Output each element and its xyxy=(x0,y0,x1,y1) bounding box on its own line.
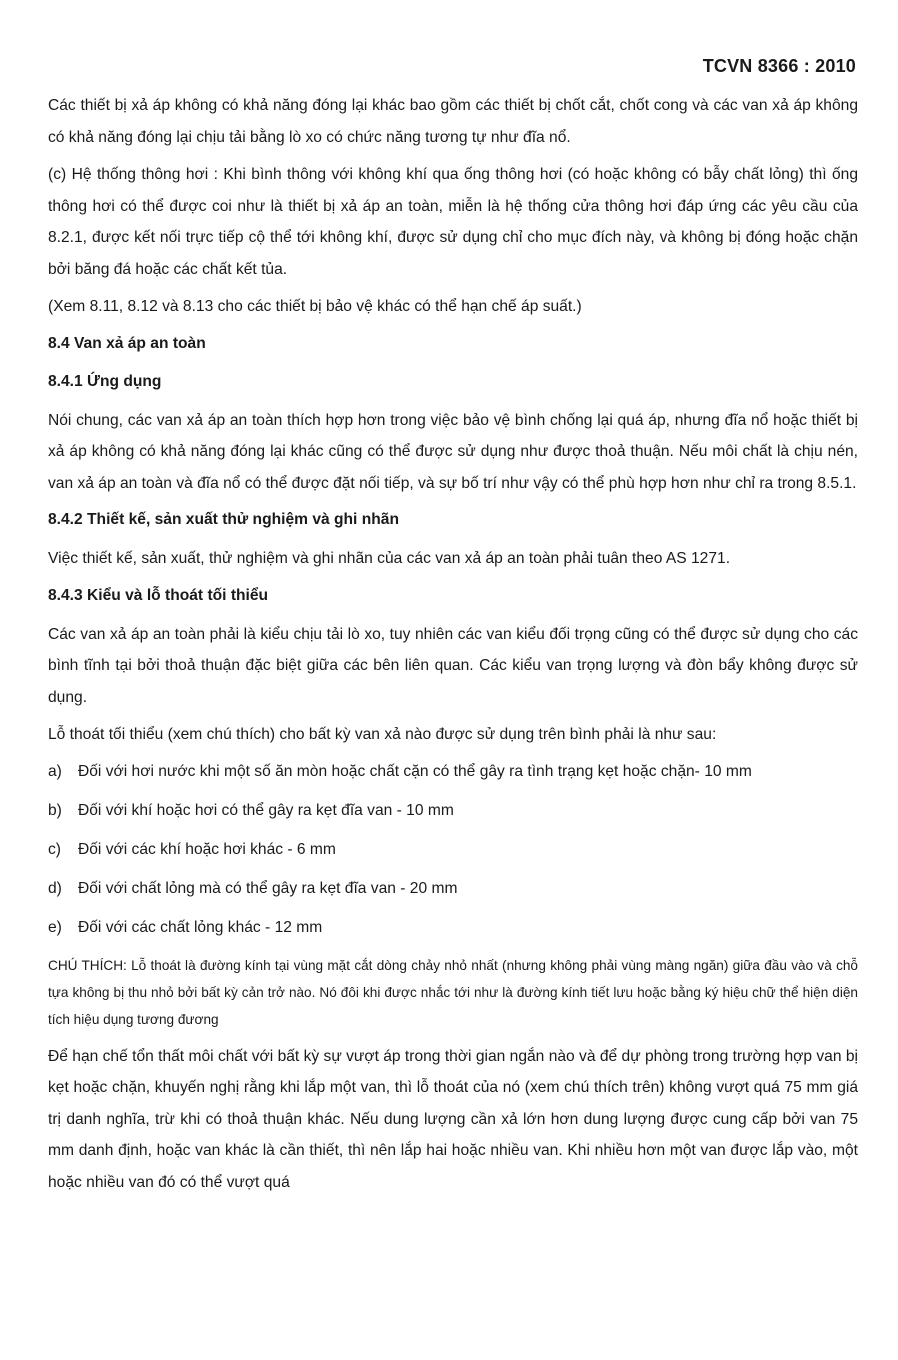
list-item-text: Đối với các chất lỏng khác - 12 mm xyxy=(78,918,323,936)
heading-8-4-2: 8.4.2 Thiết kế, sản xuất thử nghiệm và ghi nhãn xyxy=(48,511,399,528)
list-item-label: e) xyxy=(48,918,62,936)
list-item-label: c) xyxy=(48,840,61,858)
paragraph-see-also: (Xem 8.11, 8.12 và 8.13 cho các thiết bị bảo vệ khác có thể hạn chế áp suất.) xyxy=(48,298,582,315)
list-item xyxy=(48,796,858,826)
list-item-text: Đối với các khí hoặc hơi khác - 6 mm xyxy=(78,840,336,858)
list-item-label: d) xyxy=(48,879,62,897)
orifice-list xyxy=(48,757,858,943)
list-item-text: Đối với hơi nước khi một số ăn mòn hoặc chất cặn có thể gây ra tình trạng kẹt hoặc chặn- 10 mm xyxy=(78,762,752,780)
paragraph-min-orifice: Lỗ thoát tối thiểu (xem chú thích) cho bất kỳ van xả nào được sử dụng trên bình phải là như sau: xyxy=(48,726,717,743)
list-item-text: Đối với khí hoặc hơi có thể gây ra kẹt đĩa van - 10 mm xyxy=(78,801,454,819)
heading-8-4-1: 8.4.1 Ứng dụng xyxy=(48,372,162,390)
list-item-text: Đối với chất lỏng mà có thể gây ra kẹt đĩa van - 20 mm xyxy=(78,879,458,897)
list-item xyxy=(48,913,858,943)
heading-8-4: 8.4 Van xả áp an toàn xyxy=(48,334,206,352)
heading-8-4-3: 8.4.3 Kiểu và lỗ thoát tối thiểu xyxy=(48,586,269,604)
paragraph-application: Nói chung, các van xả áp an toàn thích hợp hơn trong việc bảo vệ bình chống lại quá áp, nhưng đĩa nổ hoặc thiết bị xả áp không có khả năng đóng lại khác cũng có thể được sử dụng như được thoả thuận. Nếu môi chất là chịu nén, van xả áp an toàn và đĩa nổ có thể được đặt nối tiếp, và sự bố trí như vậy có thể phù hợp hơn như chỉ ra trong 8.5.1. xyxy=(48,411,858,492)
paragraph-venting-system: (c) Hệ thống thông hơi : Khi bình thông với không khí qua ống thông hơi (có hoặc không có bẫy chất lỏng) thì ống thông hơi có thể được coi như là thiết bị xả áp an toàn, miễn là hệ thống cửa thông hơi đáp ứng các yêu cầu của 8.2.1, được kết nối trực tiếp cộ thể tới không khí, được sử dụng chỉ cho mục đích này, và không bị đóng hoặc chặn bởi băng đá hoặc các chất kết tủa. xyxy=(48,166,858,278)
list-item-label: a) xyxy=(48,762,62,780)
list-item-label: b) xyxy=(48,801,62,819)
paragraph-other-devices: Các thiết bị xả áp không có khả năng đóng lại khác bao gồm các thiết bị chốt cắt, chốt cong và các van xả áp không có khả năng đóng lại chịu tải bằng lò xo có chức năng tương tự như đĩa nổ. xyxy=(48,97,858,146)
document-number: TCVN 8366 : 2010 xyxy=(702,56,856,76)
list-item xyxy=(48,757,858,787)
list-item xyxy=(48,874,858,904)
note-orifice-definition: CHÚ THÍCH: Lỗ thoát là đường kính tại vùng mặt cắt dòng chảy nhỏ nhất (nhưng không phải vùng màng ngăn) giữa đầu vào và chỗ tựa không bị thu nhỏ bởi bất kỳ cản trở nào. Nó đôi khi được nhắc tới như là đường kính tiết lưu hoặc bằng ký hiệu chữ thể hiện diện tích hiệu dụng tương đương xyxy=(48,957,858,1027)
page-body xyxy=(48,90,858,1204)
paragraph-limit-loss: Để hạn chế tổn thất môi chất với bất kỳ sự vượt áp trong thời gian ngắn nào và để dự phòng trong trường hợp van bị kẹt hoặc chặn, khuyến nghị rằng khi lắp một van, thì lỗ thoát của nó (xem chú thích trên) không vượt quá 75 mm giá trị danh nghĩa, trừ khi có thoả thuận khác. Nếu dung lượng cần xả lớn hơn dung lượng được cung cấp bởi van 75 mm danh định, hoặc van khác là cần thiết, thì nên lắp hai hoặc nhiều van. Khi nhiều hơn một van được lắp vào, một hoặc nhiều van đó có thể vượt quá xyxy=(48,1047,858,1191)
paragraph-design: Việc thiết kế, sản xuất, thử nghiệm và ghi nhãn của các van xả áp an toàn phải tuân theo AS 1271. xyxy=(48,550,731,567)
list-item xyxy=(48,835,858,865)
paragraph-valve-types: Các van xả áp an toàn phải là kiểu chịu tải lò xo, tuy nhiên các van kiểu đối trọng cũng có thể được sử dụng cho các bình tĩnh tại bởi thoả thuận đặc biệt giữa các bên liên quan. Các kiểu van trọng lượng và đòn bẩy không được sử dụng. xyxy=(48,625,858,706)
